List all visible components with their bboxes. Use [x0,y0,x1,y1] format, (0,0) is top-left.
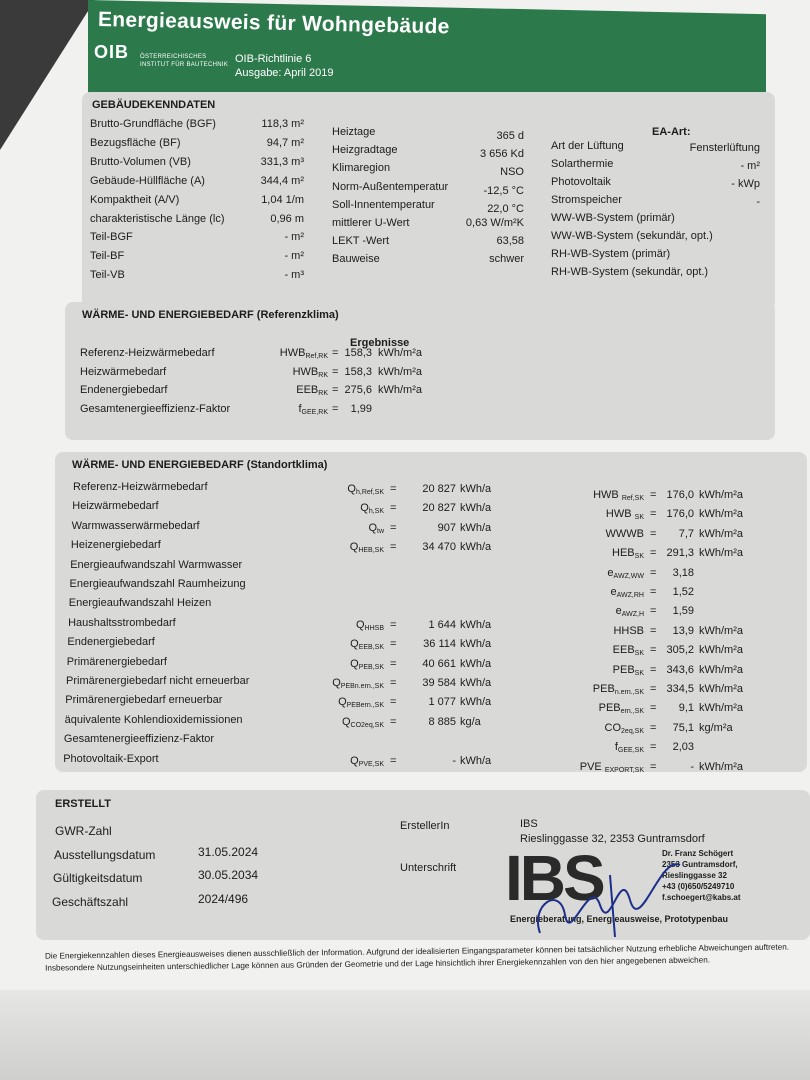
specific-unit: kWh/m²a [699,644,743,657]
result-label: Warmwasserwärmebedarf [71,519,200,532]
specific-symbol [540,664,644,677]
specific-value: 176,0 [666,489,694,501]
result-symbol [280,638,384,651]
equals-sign: = [650,566,657,579]
result-symbol [240,347,328,360]
specific-symbol [540,547,644,560]
symbol-base: Q [368,521,377,534]
result-label: Referenz-Heizwärmebedarf [73,481,208,493]
field-value: Fensterlüftung [689,142,760,154]
specific-unit: kWh/m²a [699,624,743,637]
oib-logo-text [140,53,228,69]
result-label: Referenz-Heizwärmebedarf [80,347,215,359]
specific-value: 13,9 [672,624,694,637]
logo-line: INSTITUT FÜR BAUTECHNIK [140,62,229,68]
result-symbol [280,541,384,554]
equals-sign: = [390,657,397,670]
field-label: Kompaktheit (A/V) [90,193,180,206]
equals-sign: = [390,715,397,728]
field-label: Soll-Innentemperatur [332,198,435,211]
equals-sign: = [650,683,657,695]
symbol-subscript: AWZ,H [621,611,644,619]
result-unit: kWh/m²a [378,365,422,378]
creator-label: ErstellerIn [400,820,450,832]
equals-sign: = [650,624,657,637]
symbol-base: HWB [605,508,635,521]
result-value: 8 885 [428,715,456,728]
result-unit: kWh/m²a [378,347,422,359]
specific-symbol [540,702,644,715]
field-label: Klimaregion [332,162,391,175]
result-label: Heizenergiebedarf [70,539,161,552]
field-value: 31.05.2024 [198,844,259,859]
stamp-address-line: f.schoegert@kabs.at [662,893,741,902]
symbol-base: Q [347,483,356,495]
equals-sign: = [650,721,657,734]
symbol-base: WWWB [605,527,644,540]
field-label: RH-WB-System (primär) [551,248,671,260]
result-value: 40 661 [422,657,456,670]
equals-sign: = [650,663,657,676]
specific-value: 176,0 [666,508,694,521]
result-symbol [280,677,384,690]
result-unit: kWh/a [460,754,492,767]
field-value: - kWp [731,178,760,190]
result-unit: kWh/a [460,618,492,631]
field-label: Ausstellungsdatum [54,847,156,862]
result-label: Primärenergiebedarf erneuerbar [65,694,223,707]
field-label: Teil-VB [90,269,125,282]
field-value: - m² [284,250,304,263]
symbol-base: e [615,605,622,618]
symbol-base: HWB [593,489,622,501]
result-label: Gesamtenergieeffizienz-Faktor [63,733,215,746]
symbol-base: Q [341,715,351,728]
results-label: Ergebnisse [350,337,410,349]
equals-sign: = [650,644,657,657]
field-value: - [756,196,760,208]
specific-value: 343,6 [666,663,694,676]
section-heading: GEBÄUDEKENNDATEN [92,99,216,111]
field-value: 0,96 m [270,212,304,225]
symbol-subscript: AWZ,RH [616,592,644,599]
result-label: Energieaufwandszahl Raumheizung [69,578,246,590]
symbol-base: PVE [579,760,605,773]
result-value: 39 584 [422,677,456,689]
field-label: mittlerer U-Wert [332,217,410,229]
page-title: Energieausweis für Wohngebäude [97,8,450,39]
result-label: Photovoltaik-Export [63,752,159,765]
field-label: Bauweise [332,253,380,266]
specific-symbol [540,683,644,696]
field-label: Stromspeicher [551,194,622,206]
symbol-subscript: PEBern.,SK [346,702,384,710]
result-symbol [280,716,384,729]
guideline-name: OIB-Richtlinie 6 [235,53,312,65]
field-label: WW-WB-System (primär) [551,212,675,224]
result-symbol [280,483,384,496]
symbol-subscript: AWZ,WW [613,572,644,580]
specific-symbol [540,761,644,774]
equals-sign: = [390,483,397,495]
result-symbol [280,502,384,515]
equals-sign: = [390,638,397,651]
result-value: 20 827 [422,502,456,515]
symbol-base: EEB [296,384,319,396]
symbol-base: e [610,586,617,598]
field-label: Art der Lüftung [551,140,624,152]
symbol-subscript: ern.,SK [620,708,644,716]
result-value: 1,99 [350,402,372,415]
symbol-subscript: PEB,SK [358,663,384,671]
symbol-subscript: SK [634,514,644,522]
field-value: 118,3 m² [261,118,304,130]
field-label: Gebäude-Hüllfläche (A) [90,174,205,187]
symbol-subscript: tw [377,527,384,535]
result-value: 34 470 [422,541,456,554]
equals-sign: = [650,586,657,598]
result-unit: kg/a [460,715,481,728]
specific-value: 291,3 [666,547,694,560]
equals-sign: = [390,677,397,689]
section-heading: WÄRME- UND ENERGIEBEDARF (Referenzklima) [82,309,339,321]
symbol-subscript: SK [634,669,644,677]
field-label: Geschäftszahl [52,894,129,909]
result-label: Endenergiebedarf [67,636,155,649]
field-value: 22,0 °C [487,202,524,215]
disclaimer: Die Energiekennzahlen dieses Energieausweises dienen ausschließlich der Information. Aufgrund der idealisierten Eingangsparameter können bei tatsächlicher Nutzung erhebliche Abweichungen auftreten. Insbesondere Nutzungseinheiten unterschiedlicher Lage können aus Gründen der Geometrie und der Lage hinsichtlich ihrer Energiekennzahlen von den hier angegebenen abweichen. [44,942,790,973]
symbol-subscript: GEE,RK [301,408,328,416]
specific-symbol [540,605,644,618]
equals-sign: = [650,527,657,540]
result-symbol [280,522,384,535]
result-label: Energieaufwandszahl Heizen [68,597,212,610]
symbol-base: Q [332,677,341,689]
equals-sign: = [650,760,657,773]
specific-symbol [540,567,644,580]
result-symbol [280,658,384,671]
field-label: WW-WB-System (sekundär, opt.) [551,230,713,242]
equals-sign: = [332,347,339,359]
result-unit: kWh/a [460,657,492,670]
result-label: Primärenergiebedarf [66,655,167,668]
specific-unit: kWh/m²a [699,702,743,715]
symbol-base: f [298,402,302,415]
stamp-tagline: Energieberatung, Energieausweise, Prototypenbau [510,914,729,924]
field-label: LEKT -Wert [332,235,390,248]
symbol-subscript: SK [634,553,644,561]
symbol-base: Q [350,657,359,670]
equals-sign: = [650,547,657,560]
result-unit: kWh/a [460,502,492,515]
result-label: Heizwärmebedarf [80,365,167,378]
specific-value: 1,52 [672,586,694,598]
symbol-base: Q [350,638,359,651]
symbol-subscript: EEB,SK [358,644,384,652]
photo-shadow [0,0,95,150]
result-label: Endenergiebedarf [80,384,168,396]
specific-symbol [540,741,644,754]
symbol-base: e [607,566,614,579]
field-label: Teil-BF [90,250,125,263]
equals-sign: = [390,754,397,767]
result-unit: kWh/a [460,677,492,689]
stamp-address-line: Rieslinggasse 32 [662,871,727,880]
symbol-base: Q [349,541,359,554]
result-symbol [280,755,384,768]
equals-sign: = [332,402,339,415]
result-unit: kWh/a [460,696,492,709]
field-value: NSO [500,166,524,179]
symbol-base: HHSB [613,624,644,637]
stamp-address-line: Dr. Franz Schögert [662,849,734,858]
specific-value: 305,2 [666,644,694,657]
specific-symbol [540,489,644,502]
symbol-base: Q [360,502,369,515]
symbol-base: HEB [612,547,635,560]
symbol-subscript: HEB,SK [358,547,384,555]
result-symbol [240,366,328,379]
result-value: 907 [437,521,456,534]
symbol-subscript: HHSB [364,624,384,632]
field-label: Solarthermie [551,158,614,170]
table-surface [0,990,810,1080]
field-value: - m² [740,160,760,172]
symbol-base: Q [355,618,365,631]
equals-sign: = [390,502,397,515]
equals-sign: = [390,618,397,631]
guideline-info [235,52,333,80]
field-label: Photovoltaik [551,176,611,188]
symbol-subscript: n.ern.,SK [614,689,644,696]
equals-sign: = [390,541,397,554]
field-value: 3 656 Kd [479,148,524,161]
equals-sign: = [650,489,657,501]
specific-unit: kWh/m²a [699,663,743,676]
specific-value: 75,1 [672,721,694,734]
specific-symbol [540,722,644,735]
result-label: Haushaltsstrombedarf [68,616,176,629]
symbol-subscript: h,SK [368,508,384,516]
specific-unit: kWh/m²a [699,683,743,695]
symbol-subscript: PVE,SK [358,760,384,768]
result-value: 275,6 [344,384,372,396]
field-value: -12,5 °C [483,184,524,197]
symbol-base: HWB [279,347,306,359]
equals-sign: = [390,696,397,709]
creator-name: IBS [520,818,538,830]
symbol-subscript: CO2eq,SK [350,721,384,729]
result-value: 20 827 [422,483,456,495]
specific-unit: kWh/m²a [699,508,743,521]
section-heading: WÄRME- UND ENERGIEBEDARF (Standortklima) [72,459,328,471]
symbol-base: f [614,741,618,754]
result-value: 1 077 [428,696,456,709]
equals-sign: = [650,605,657,618]
equals-sign: = [332,384,339,396]
symbol-base: CO [604,721,622,734]
symbol-base: PEB [612,663,635,676]
field-label: Brutto-Volumen (VB) [90,155,191,168]
field-value: 30.05.2034 [198,868,259,882]
specific-value: - [690,760,694,773]
result-unit: kWh/m²a [378,384,422,396]
symbol-subscript: RK [318,390,328,397]
handwritten-signature [520,845,690,940]
specific-unit: kWh/m²a [699,547,743,560]
specific-value: 7,7 [678,527,694,540]
field-label: charakteristische Länge (lc) [90,212,225,225]
result-value: 1 644 [428,618,456,631]
field-value: 344,4 m² [260,174,304,187]
equals-sign: = [332,365,339,378]
field-label: Heiztage [332,126,376,138]
symbol-subscript: RK [318,371,328,379]
symbol-subscript: h,Ref,SK [355,489,384,496]
symbol-subscript: Ref,SK [621,495,644,502]
specific-unit: kWh/m²a [699,489,743,501]
specific-value: 2,03 [672,741,694,754]
symbol-subscript: EXPORT,SK [604,766,644,774]
guideline-edition: Ausgabe: April 2019 [235,67,334,79]
field-label: RH-WB-System (sekundär, opt.) [551,266,709,278]
logo-line: ÖSTERREICHISCHES [140,54,207,60]
result-symbol [280,696,384,709]
symbol-base: Q [338,696,347,709]
symbol-subscript: 2eq,SK [621,727,644,735]
field-value: 2024/496 [198,891,249,906]
specific-symbol [540,625,644,638]
result-unit: kWh/a [460,638,492,651]
result-symbol [240,384,328,397]
specific-unit: kg/m²a [699,721,733,734]
equals-sign: = [650,741,657,754]
specific-symbol [540,528,644,541]
symbol-base: HWB [292,365,319,378]
result-unit: kWh/a [460,541,492,554]
company-stamp: IBS [505,842,603,914]
result-unit: kWh/a [460,521,492,534]
result-label: Gesamtenergieeffizienz-Faktor [80,402,231,415]
ea-art-label: EA-Art: [652,126,691,138]
field-label: Norm-Außentemperatur [332,180,449,193]
section-heading: ERSTELLT [55,798,112,810]
result-unit: kWh/a [460,483,492,495]
result-value: 36 114 [423,638,456,651]
specific-unit: kWh/m²a [699,760,743,773]
field-value: 94,7 m² [266,136,304,149]
symbol-base: Q [350,754,359,767]
symbol-subscript: SK [634,650,644,658]
result-value: - [452,754,456,767]
symbol-base: PEB [592,683,615,695]
creator-address: Rieslinggasse 32, 2353 Guntramsdorf [520,833,705,845]
result-label: äquivalente Kohlendioxidemissionen [64,713,243,726]
field-label: GWR-Zahl [55,824,112,838]
specific-value: 1,59 [672,605,694,618]
result-value: 158,3 [344,347,372,359]
stamp-address-line: 2353 Guntramsdorf, [662,860,738,869]
signature-label: Unterschrift [400,862,457,874]
equals-sign: = [650,508,657,521]
oib-logo: OIB [94,42,130,62]
field-label: Brutto-Grundfläche (BGF) [90,118,216,130]
field-value: 365 d [496,130,524,142]
field-value: 63,58 [496,235,524,248]
field-label: Gültigkeitsdatum [53,871,143,885]
field-value: - m² [284,231,304,244]
specific-unit: kWh/m²a [699,527,743,540]
result-label: Energieaufwandszahl Warmwasser [70,558,243,571]
symbol-subscript: GEE,SK [617,747,644,755]
symbol-base: EEB [612,644,635,657]
field-value: 1,04 1/m [261,193,304,206]
stamp-address-line: +43 (0)650/5249710 [662,882,735,891]
specific-symbol [540,644,644,657]
field-value: 331,3 m³ [260,155,304,168]
field-value: 0,63 W/m²K [465,217,524,229]
symbol-subscript: PEBn.ern.,SK [340,683,384,690]
field-value: schwer [489,253,524,266]
result-symbol [240,403,328,416]
equals-sign: = [650,702,657,715]
specific-value: 3,18 [672,566,694,579]
specific-symbol [540,586,644,599]
specific-symbol [540,508,644,521]
field-label: Teil-BGF [90,231,133,244]
symbol-subscript: Ref,RK [305,353,328,360]
result-value: 158,3 [344,365,372,378]
specific-value: 9,1 [678,702,694,715]
field-label: Bezugsfläche (BF) [90,136,181,149]
field-value: - m³ [284,269,304,282]
field-label: Heizgradtage [332,144,398,157]
symbol-base: PEB [598,702,621,715]
result-label: Heizwärmebedarf [72,500,159,513]
specific-value: 334,5 [666,683,694,695]
result-symbol [280,619,384,632]
result-label: Primärenergiebedarf nicht erneuerbar [66,675,250,687]
equals-sign: = [390,521,397,534]
